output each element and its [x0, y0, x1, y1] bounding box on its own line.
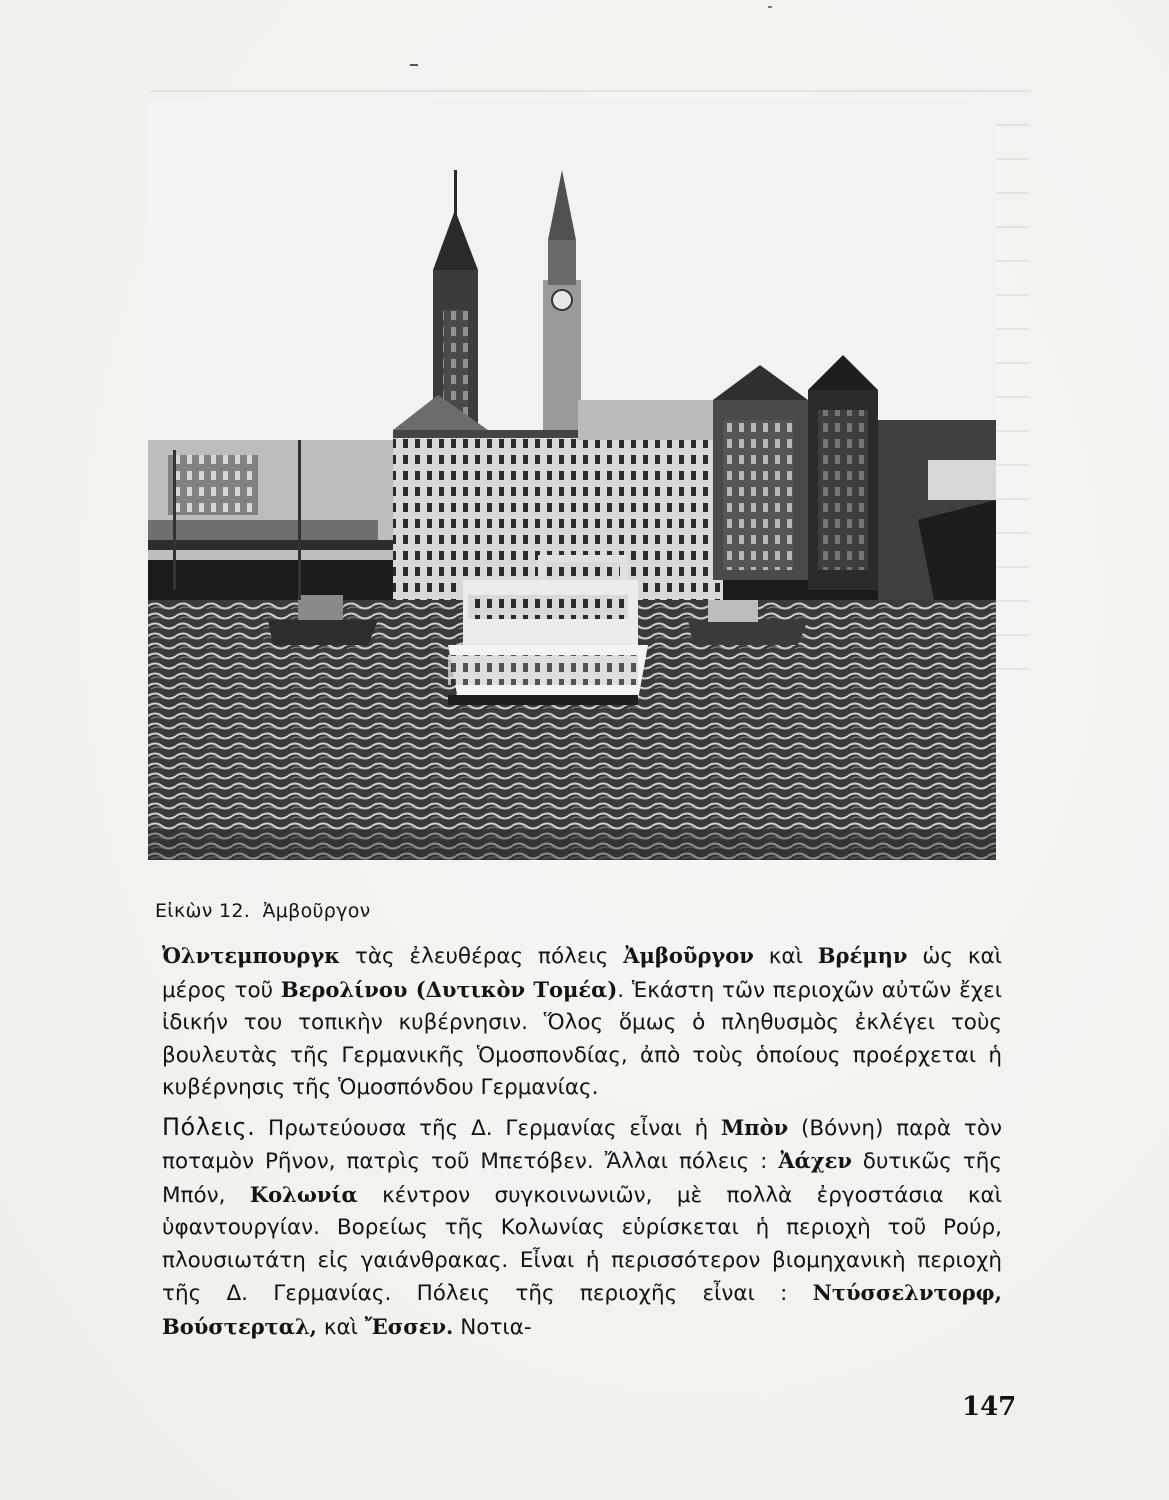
- term-west-berlin: Βερολίνου (Δυτικὸν Τομέα): [280, 976, 618, 1002]
- print-mark-2: [768, 6, 772, 8]
- hamburg-harbor-photo: [148, 100, 996, 860]
- figure-caption: [155, 900, 377, 922]
- text-run: ὡς καὶ μέρος τοῦ: [162, 944, 1002, 1003]
- print-mark: [410, 64, 418, 66]
- term-cologne: Κολωνία: [249, 1181, 358, 1207]
- section-heading-cities: Πόλεις.: [162, 1112, 256, 1141]
- page-number: 147: [962, 1392, 1017, 1422]
- text-run: καὶ: [317, 1314, 365, 1340]
- term-oldenburg: Ὀλντεμπουργκ: [162, 943, 340, 968]
- text-run: τὰς ἐλευθέρας πόλεις: [340, 944, 624, 969]
- text-run: κέντρον συγκοινωνιῶν, μὲ πολλὰ ἐργοστάσια καὶ ὑφαντουργίαν. Βορείως τῆς Κολωνίας εὑρίσκεται ἡ περιοχὴ τοῦ Ρούρ, πλουσιωτάτη εἰς γαιάνθρακας. Εἶναι ἡ περισσότερον βιομηχανικὴ περιοχὴ τῆς Δ. Γερμανίας. Πόλεις τῆς περιοχῆς εἶναι :: [162, 1182, 1002, 1306]
- term-dusseldorf-wuppertal: Ντύσσελντορφ, Βούστερταλ,: [162, 1280, 1002, 1339]
- term-essen: Ἔσσεν.: [364, 1313, 454, 1339]
- paragraph-governance: [162, 940, 1002, 1105]
- text-run: δυτικῶς τῆς Μπόν,: [162, 1149, 1002, 1208]
- term-bonn: Μπὸν: [721, 1114, 789, 1140]
- paragraph-cities: [162, 1111, 1002, 1345]
- text-run: (Βόννη) παρὰ τὸν ποταμὸν Ρῆνον, πατρὶς τοῦ Μπετόβεν. Ἄλλαι πόλεις :: [162, 1115, 1002, 1174]
- caption-label: Εἰκὼν 12.: [155, 900, 251, 922]
- caption-title: Ἀμβοῦργον: [262, 900, 371, 922]
- text-run: Νοτια-: [453, 1314, 532, 1340]
- body-text: [162, 940, 1002, 1344]
- text-run: . Ἑκάστη τῶν περιοχῶν αὐτῶν ἔχει ἰδικήν του τοπικὴν κυβέρνησιν. Ὅλος ὅμως ὁ πληθυσμὸς ἐκλέγει τοὺς βουλευτὰς τῆς Γερμανικῆς Ὁμοσπονδίας, ἀπὸ τοὺς ὁποίους προέρχεται ἡ κυβέρνησις τῆς Ὁμοσπόνδου Γερμανίας.: [162, 977, 1003, 1100]
- text-run: καὶ: [753, 944, 818, 969]
- term-bremen: Βρέμην: [817, 943, 908, 968]
- text-run: Πρωτεύουσα τῆς Δ. Γερμανίας εἶναι ἡ: [255, 1115, 721, 1141]
- term-hamburg: Ἀμβοῦργον: [623, 943, 754, 968]
- term-aachen: Ἀάχεν: [778, 1148, 852, 1173]
